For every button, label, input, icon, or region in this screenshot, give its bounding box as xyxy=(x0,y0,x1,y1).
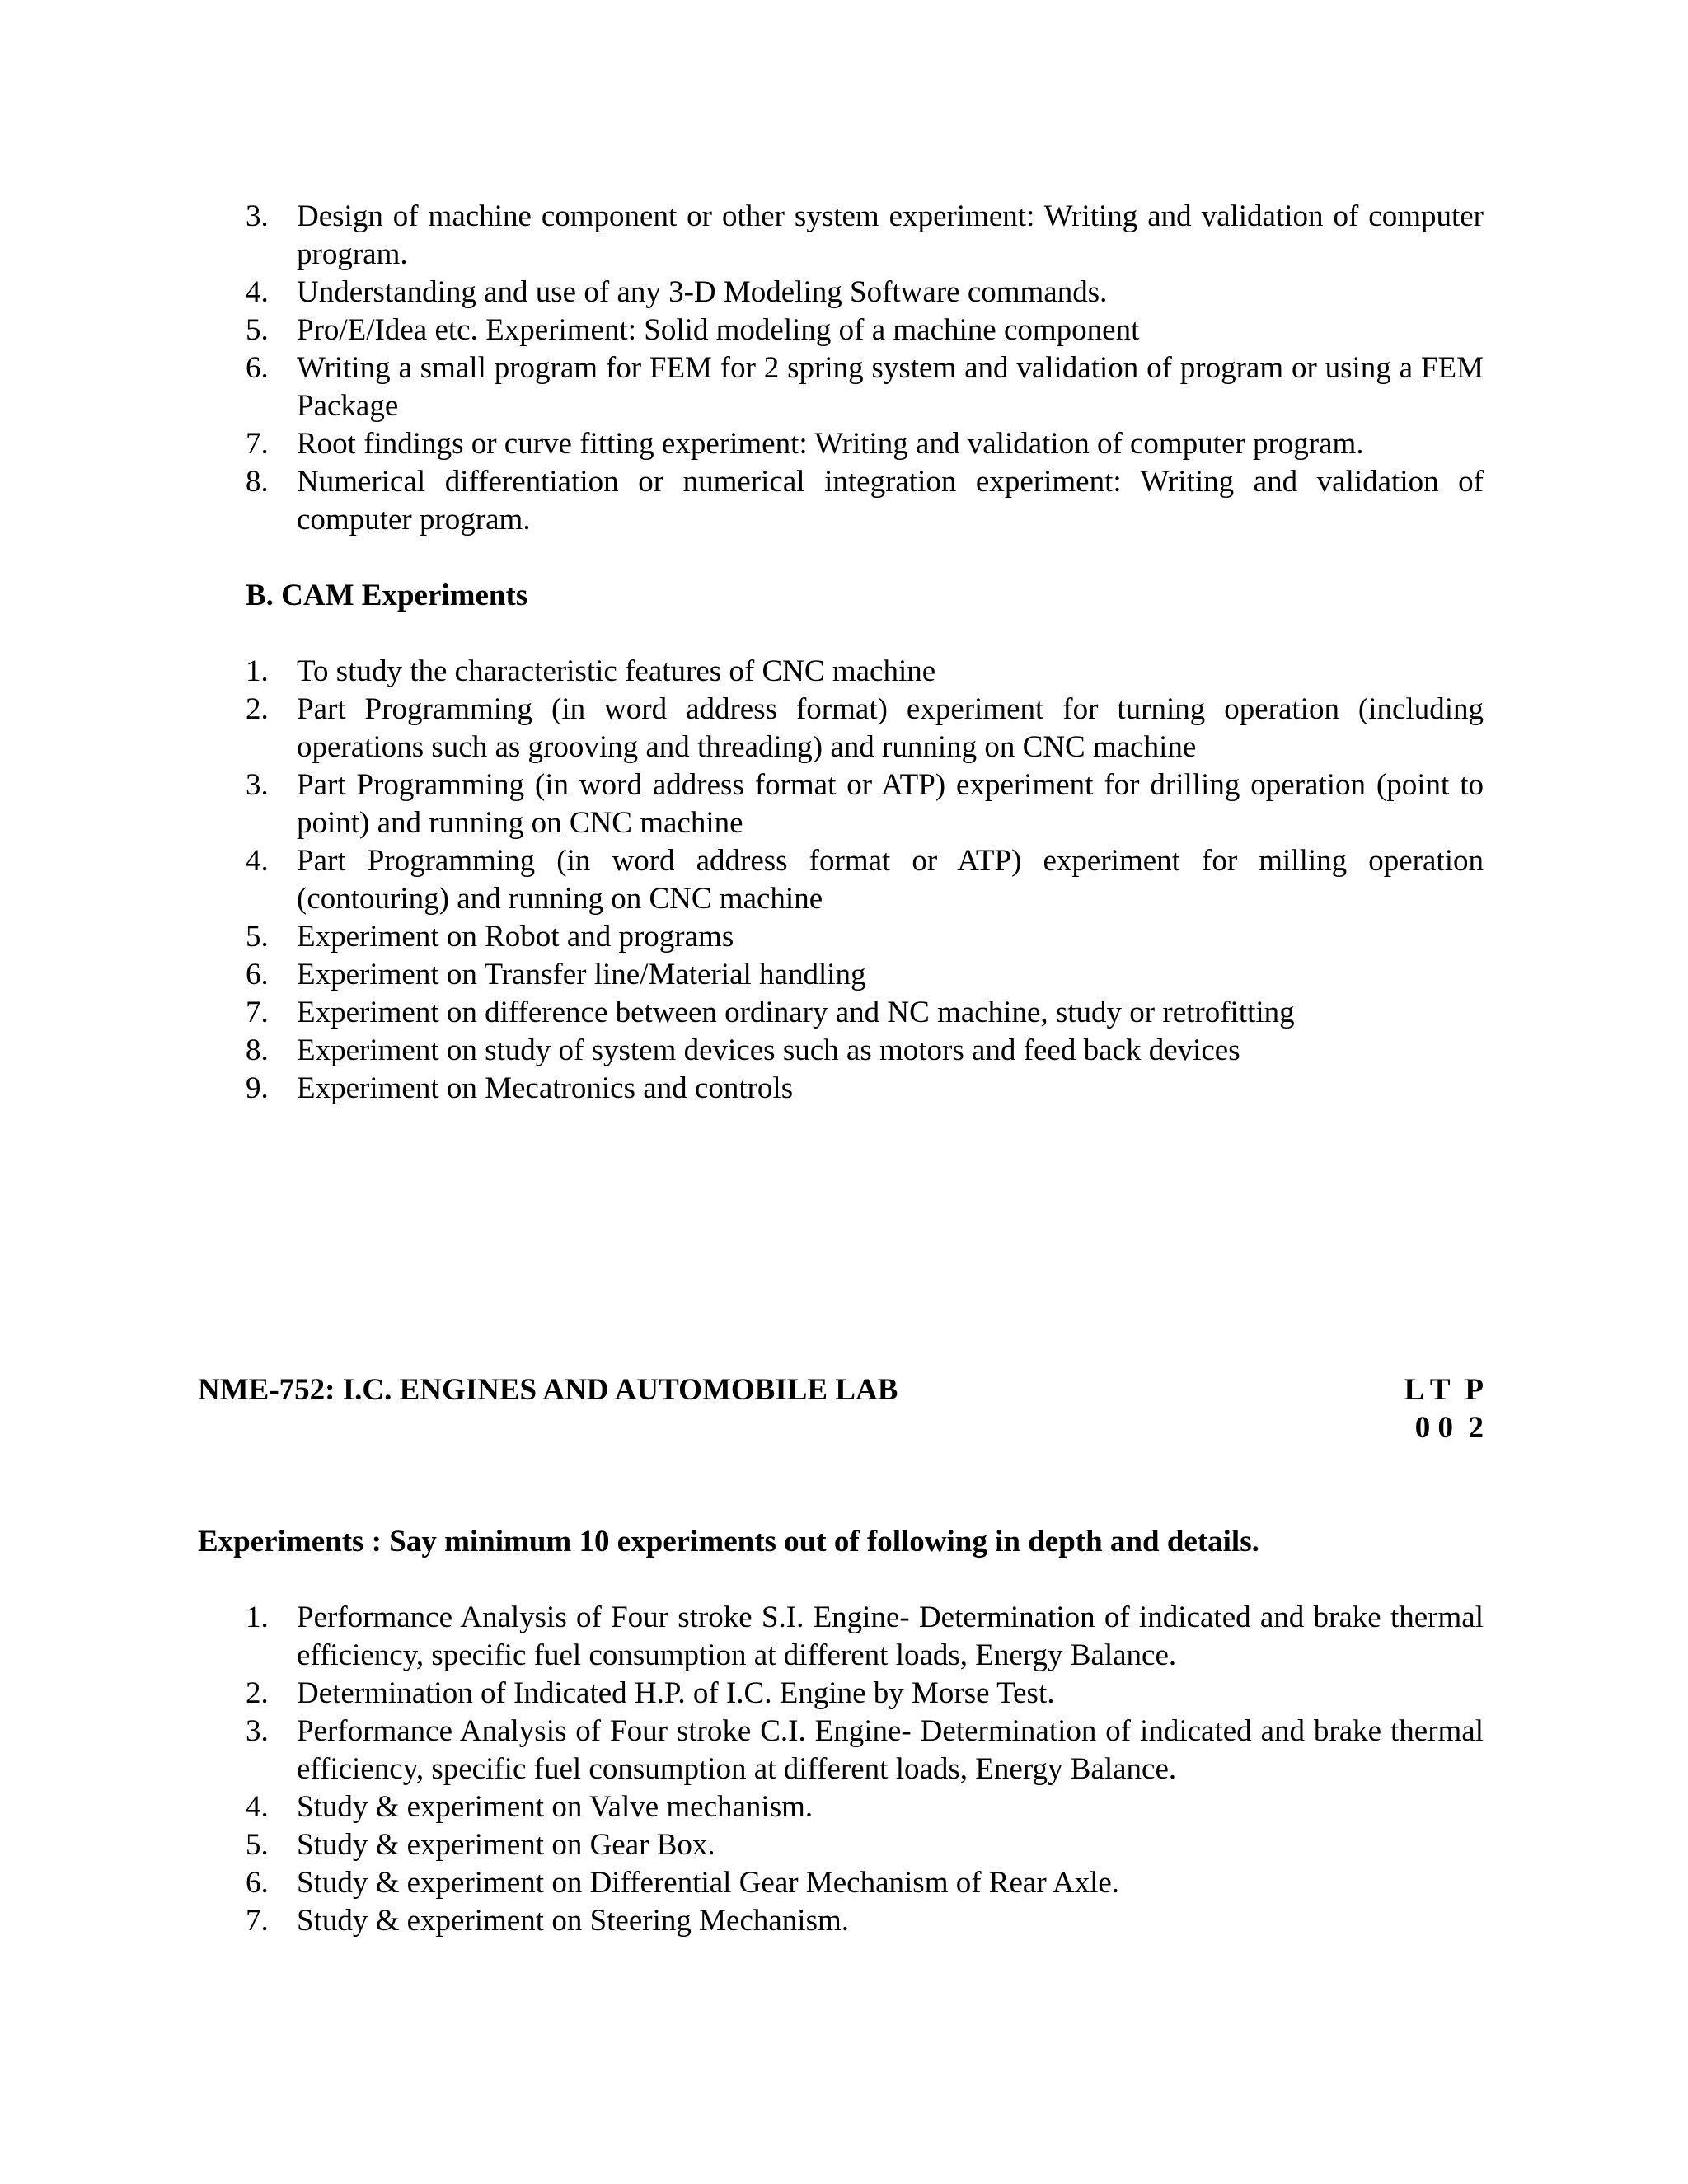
list-item-text: Experiment on Robot and programs xyxy=(297,920,734,954)
list-item-number: 2. xyxy=(246,692,269,726)
list-item-number: 8. xyxy=(246,465,269,499)
list-item-number: 6. xyxy=(246,958,269,991)
list-item-number: 6. xyxy=(246,1866,269,1900)
cam-experiments-list xyxy=(246,653,1484,1108)
list-item-text: Experiment on difference between ordinary and NC machine, study or retrofitting xyxy=(297,996,1295,1029)
list-item-number: 1. xyxy=(246,654,269,688)
list-item-text: Root findings or curve fitting experiment: Writing and validation of computer program. xyxy=(297,427,1364,461)
ltp-header: L T P xyxy=(1404,1373,1484,1407)
ic-engine-experiments-list xyxy=(246,1599,1484,1940)
list-item xyxy=(246,463,1484,539)
list-item xyxy=(246,691,1484,766)
list-item-text: Design of machine component or other system experiment: Writing and validation of computer program. xyxy=(297,199,1484,271)
list-item xyxy=(246,956,1484,994)
list-item xyxy=(246,994,1484,1032)
list-item xyxy=(246,1599,1484,1675)
cad-experiments-list xyxy=(246,198,1484,539)
list-item-number: 3. xyxy=(246,1714,269,1748)
list-item xyxy=(246,653,1484,691)
list-item xyxy=(246,1070,1484,1108)
list-item-text: Writing a small program for FEM for 2 spring system and validation of program or using a FEM Package xyxy=(297,351,1484,423)
list-item-text: Study & experiment on Differential Gear Mechanism of Rear Axle. xyxy=(297,1866,1120,1900)
list-item-text: Performance Analysis of Four stroke S.I. Engine- Determination of indicated and brake thermal efficiency, specific fuel consumption at different loads, Energy Balance. xyxy=(297,1601,1484,1672)
list-item-text: Pro/E/Idea etc. Experiment: Solid modeling of a machine component xyxy=(297,313,1140,347)
list-item-text: Study & experiment on Valve mechanism. xyxy=(297,1790,814,1824)
list-item xyxy=(246,425,1484,463)
list-item-text: Numerical differentiation or numerical integration experiment: Writing and validation of computer program. xyxy=(297,465,1484,537)
list-item-text: Study & experiment on Gear Box. xyxy=(297,1828,715,1862)
list-item-number: 2. xyxy=(246,1676,269,1710)
list-item xyxy=(246,1902,1484,1940)
list-item xyxy=(246,349,1484,425)
list-item xyxy=(246,842,1484,918)
list-item-text: Experiment on Transfer line/Material handling xyxy=(297,958,866,991)
list-item-number: 7. xyxy=(246,996,269,1029)
list-item-number: 7. xyxy=(246,1904,269,1938)
list-item-number: 4. xyxy=(246,844,269,878)
list-item-number: 3. xyxy=(246,768,269,802)
list-item xyxy=(246,274,1484,312)
list-item-number: 1. xyxy=(246,1601,269,1634)
list-item-number: 5. xyxy=(246,920,269,954)
list-item xyxy=(246,1713,1484,1788)
course-title: NME-752: I.C. ENGINES AND AUTOMOBILE LAB xyxy=(198,1373,898,1407)
list-item xyxy=(246,1032,1484,1070)
list-item xyxy=(246,1864,1484,1902)
list-item-text: Part Programming (in word address format or ATP) experiment for drilling operation (point to point) and running on CNC machine xyxy=(297,768,1484,840)
list-item-text: Experiment on study of system devices such as motors and feed back devices xyxy=(297,1033,1240,1067)
list-item-number: 7. xyxy=(246,427,269,461)
list-item-number: 5. xyxy=(246,313,269,347)
ltp-values: 0 0 2 xyxy=(1414,1411,1484,1445)
experiments-heading: Experiments : Say minimum 10 experiments out of following in depth and details. xyxy=(198,1525,1259,1558)
list-item xyxy=(246,1675,1484,1713)
list-item-number: 8. xyxy=(246,1033,269,1067)
list-item xyxy=(246,312,1484,349)
list-item-number: 5. xyxy=(246,1828,269,1862)
list-item-text: Experiment on Mecatronics and controls xyxy=(297,1071,794,1105)
list-item-text: Study & experiment on Steering Mechanism. xyxy=(297,1904,849,1938)
list-item xyxy=(246,1788,1484,1826)
list-item xyxy=(246,198,1484,274)
list-item xyxy=(246,918,1484,956)
list-item-number: 3. xyxy=(246,199,269,233)
list-item-text: Part Programming (in word address format or ATP) experiment for milling operation (contouring) and running on CNC machine xyxy=(297,844,1484,916)
list-item-text: Part Programming (in word address format) experiment for turning operation (including operations such as grooving and threading) and running on CNC machine xyxy=(297,692,1484,764)
list-item-number: 4. xyxy=(246,275,269,309)
list-item-text: Understanding and use of any 3-D Modeling Software commands. xyxy=(297,275,1108,309)
list-item-number: 4. xyxy=(246,1790,269,1824)
list-item-text: To study the characteristic features of CNC machine xyxy=(297,654,936,688)
list-item-text: Performance Analysis of Four stroke C.I. Engine- Determination of indicated and brake thermal efficiency, specific fuel consumption at different loads, Energy Balance. xyxy=(297,1714,1484,1786)
cam-experiments-heading: B. CAM Experiments xyxy=(246,579,528,612)
list-item xyxy=(246,1826,1484,1864)
list-item-text: Determination of Indicated H.P. of I.C. Engine by Morse Test. xyxy=(297,1676,1055,1710)
list-item-number: 6. xyxy=(246,351,269,385)
list-item-number: 9. xyxy=(246,1071,269,1105)
list-item xyxy=(246,766,1484,842)
